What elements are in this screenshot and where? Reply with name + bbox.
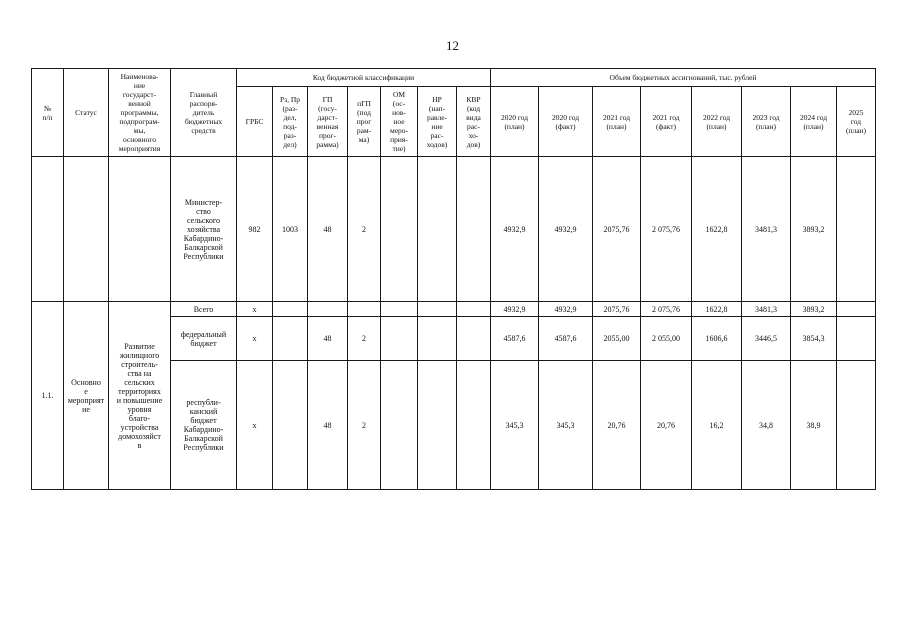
cell-ministry-value: 3481,3 — [742, 157, 791, 302]
cell-republic-value: 38,9 — [791, 361, 837, 490]
cell-federal-manager: федеральный бюджет — [171, 317, 237, 361]
cell-ministry-np — [418, 157, 457, 302]
header-status: Статус — [64, 69, 109, 157]
cell-total-value: 1622,8 — [692, 302, 742, 317]
cell-total-pgp — [348, 302, 381, 317]
budget-allocation-table — [31, 68, 876, 490]
cell-federal-value: 2055,00 — [593, 317, 641, 361]
header-kvr: КВР (код вида рас- хо- дов) — [457, 87, 491, 157]
cell-federal-value: 4587,6 — [539, 317, 593, 361]
cell-republic-pgp: 2 — [348, 361, 381, 490]
cell-ministry-value — [837, 157, 876, 302]
cell-federal-pgp: 2 — [348, 317, 381, 361]
cell-ministry-manager: Министер- ство сельского хозяйства Кабардино- Балкарской Республики — [171, 157, 237, 302]
header-year-2025-plan: 2025 год (план) — [837, 87, 876, 157]
cell-ministry-value: 3893,2 — [791, 157, 837, 302]
header-main-manager: Главный распоря- дитель бюджетных средств — [171, 69, 237, 157]
cell-total-gp — [308, 302, 348, 317]
cell-republic-value: 20,76 — [641, 361, 692, 490]
cell-total-value: 3893,2 — [791, 302, 837, 317]
page-number: 12 — [446, 38, 459, 53]
cell-republic-np — [418, 361, 457, 490]
cell-federal-value: 4587,6 — [491, 317, 539, 361]
header-rz-pr: Рз, Пр (раз- дел, под- раз- дел) — [273, 87, 308, 157]
cell-republic-value: 20,76 — [593, 361, 641, 490]
cell-total-grbs: х — [237, 302, 273, 317]
cell-total-rz-pr — [273, 302, 308, 317]
cell-ministry-om — [381, 157, 418, 302]
cell-ministry-pgp: 2 — [348, 157, 381, 302]
cell-activity-num: 1.1. — [32, 302, 64, 490]
cell-ministry-grbs: 982 — [237, 157, 273, 302]
cell-republic-value: 345,3 — [539, 361, 593, 490]
header-pgp: пГП (под прог рам- ма) — [348, 87, 381, 157]
cell-republic-rz-pr — [273, 361, 308, 490]
header-row-top — [32, 69, 876, 87]
header-grbs: ГРБС — [237, 87, 273, 157]
header-year-2021-plan: 2021 год (план) — [593, 87, 641, 157]
cell-activity-status: Основно е мероприят ие — [64, 302, 109, 490]
cell-federal-grbs: х — [237, 317, 273, 361]
cell-ministry-value: 2075,76 — [593, 157, 641, 302]
cell-empty-status — [64, 157, 109, 302]
cell-federal-value — [837, 317, 876, 361]
cell-total-value: 2 075,76 — [641, 302, 692, 317]
header-year-2020-plan: 2020 год (план) — [491, 87, 539, 157]
cell-total-value: 3481,3 — [742, 302, 791, 317]
cell-total-value: 4932,9 — [539, 302, 593, 317]
cell-ministry-kvr — [457, 157, 491, 302]
header-year-2021-fact: 2021 год (факт) — [641, 87, 692, 157]
cell-ministry-value: 2 075,76 — [641, 157, 692, 302]
cell-federal-om — [381, 317, 418, 361]
cell-federal-gp: 48 — [308, 317, 348, 361]
cell-activity-name: Развитие жилищного строитель- ства на сельских территориях и повышение уровня благо- устройства домохозяйст в — [109, 302, 171, 490]
cell-total-np — [418, 302, 457, 317]
cell-total-manager: Всего — [171, 302, 237, 317]
table-row-total — [32, 302, 876, 317]
cell-republic-value: 34,8 — [742, 361, 791, 490]
cell-ministry-rz-pr: 1003 — [273, 157, 308, 302]
header-year-2020-fact: 2020 год (факт) — [539, 87, 593, 157]
cell-federal-value: 2 055,00 — [641, 317, 692, 361]
cell-republic-gp: 48 — [308, 361, 348, 490]
cell-ministry-value: 4932,9 — [491, 157, 539, 302]
cell-republic-manager: республи- канский бюджет Кабардино- Балкарской Республики — [171, 361, 237, 490]
header-year-2024-plan: 2024 год (план) — [791, 87, 837, 157]
cell-ministry-value: 1622,8 — [692, 157, 742, 302]
header-num: № п/п — [32, 69, 64, 157]
cell-total-kvr — [457, 302, 491, 317]
cell-empty-program — [109, 157, 171, 302]
header-year-2022-plan: 2022 год (план) — [692, 87, 742, 157]
cell-total-value: 4932,9 — [491, 302, 539, 317]
cell-empty-num — [32, 157, 64, 302]
header-program-name: Наименова- ние государст- венной программы, подпрограм- мы, основного мероприятия — [109, 69, 171, 157]
cell-republic-value — [837, 361, 876, 490]
cell-republic-value: 16,2 — [692, 361, 742, 490]
cell-republic-om — [381, 361, 418, 490]
header-budget-code-group: Код бюджетной классификации — [237, 69, 491, 87]
cell-federal-value: 1606,6 — [692, 317, 742, 361]
cell-federal-value: 3446,5 — [742, 317, 791, 361]
cell-republic-grbs: х — [237, 361, 273, 490]
cell-total-value — [837, 302, 876, 317]
header-om: ОМ (ос- нов- ное меро- прия- тие) — [381, 87, 418, 157]
header-year-2023-plan: 2023 год (план) — [742, 87, 791, 157]
header-funding-group: Объем бюджетных ассигнований, тыс. рублей — [491, 69, 876, 87]
cell-ministry-value: 4932,9 — [539, 157, 593, 302]
cell-republic-kvr — [457, 361, 491, 490]
header-np: НР (нап- равле- ние рас- ходов) — [418, 87, 457, 157]
cell-federal-rz-pr — [273, 317, 308, 361]
cell-federal-value: 3854,3 — [791, 317, 837, 361]
cell-federal-np — [418, 317, 457, 361]
cell-federal-kvr — [457, 317, 491, 361]
cell-total-value: 2075,76 — [593, 302, 641, 317]
cell-ministry-gp: 48 — [308, 157, 348, 302]
cell-republic-value: 345,3 — [491, 361, 539, 490]
table-row-ministry — [32, 157, 876, 302]
cell-total-om — [381, 302, 418, 317]
header-gp: ГП (госу- дарст- венная прог- рамма) — [308, 87, 348, 157]
